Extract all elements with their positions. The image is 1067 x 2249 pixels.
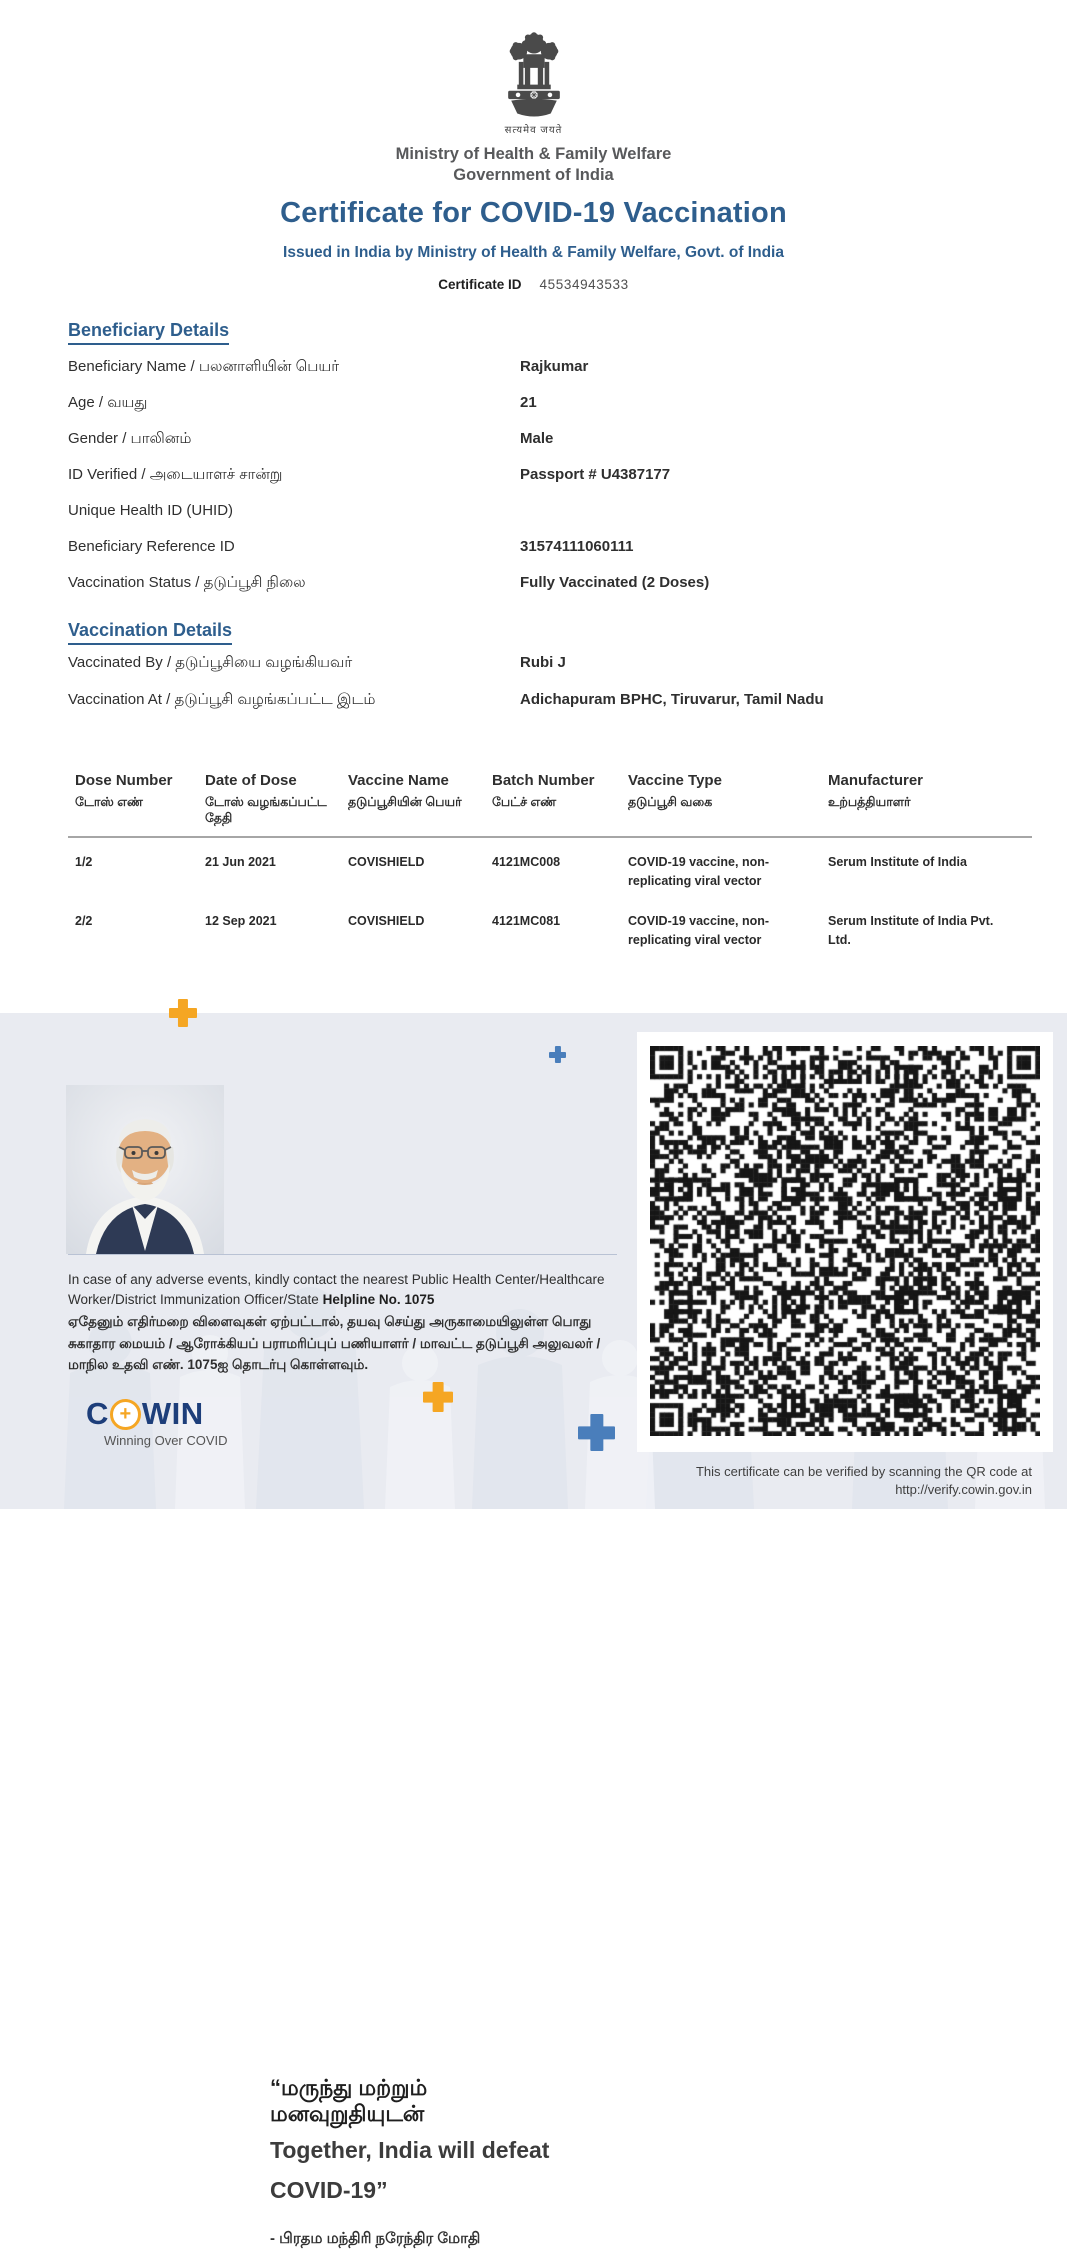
beneficiary-row [68, 430, 1032, 466]
advisory-english [68, 1270, 628, 1311]
cowin-logo-c: C [86, 1396, 109, 1431]
cell-date-of-dose: 21 Jun 2021 [205, 855, 276, 870]
beneficiary-row [68, 574, 1032, 610]
vaccination-details [68, 654, 1032, 728]
cell-dose-number: 2/2 [75, 914, 93, 929]
beneficiary-row [68, 358, 1032, 394]
ministry-name: Ministry of Health & Family Welfare [395, 145, 672, 163]
quote-tamil-line1: “மருந்து மற்றும் [270, 2075, 428, 2100]
beneficiary-field-label: Beneficiary Reference ID [68, 538, 235, 555]
dose-table-header [68, 772, 1032, 838]
certificate-subtitle: Issued in India by Ministry of Health & Family Welfare, Govt. of India [283, 244, 784, 261]
beneficiary-row [68, 466, 1032, 502]
cell-batch-number: 4121MC081 [492, 914, 561, 929]
government-name: Government of India [453, 166, 614, 184]
beneficiary-field-label: Vaccination Status / தடுப்பூசி நிலை [68, 574, 306, 591]
pm-portrait-photo [66, 1085, 224, 1254]
pm-quote [270, 2075, 640, 2249]
cell-date-of-dose: 12 Sep 2021 [205, 914, 277, 929]
section-title-vaccination: Vaccination Details [68, 620, 232, 645]
cell-dose-number: 1/2 [75, 855, 93, 870]
quote-english-line1: Together, India will defeat [270, 2136, 550, 2163]
beneficiary-field-value: Rajkumar [520, 358, 589, 375]
cell-manufacturer: Serum Institute of India Pvt. Ltd. [828, 914, 994, 947]
certificate-id-label: Certificate ID [438, 277, 522, 292]
beneficiary-field-value: 31574111060111 [520, 538, 634, 555]
certificate-title: Certificate for COVID-19 Vaccination [280, 197, 787, 229]
beneficiary-row [68, 394, 1032, 430]
beneficiary-row [68, 538, 1032, 574]
beneficiary-field-value: 21 [520, 394, 537, 411]
cowin-tagline: Winning Over COVID [104, 1433, 228, 1448]
vaccination-field-value: Adichapuram BPHC, Tiruvarur, Tamil Nadu [520, 691, 824, 708]
cell-vaccine-type: COVID-19 vaccine, non-replicating viral vector [628, 914, 770, 947]
column-header: Manufacturer உற்பத்தியாளர் [828, 772, 924, 809]
column-header: Date of Dose டோஸ் வழங்கப்பட்ட தேதி [205, 772, 327, 825]
vaccination-field-value: Rubi J [520, 654, 566, 671]
cell-batch-number: 4121MC008 [492, 855, 561, 870]
beneficiary-field-label: Gender / பாலினம் [68, 430, 192, 447]
quote-divider [68, 1254, 617, 1255]
vaccination-row [68, 691, 1032, 728]
column-header: Vaccine Type தடுப்பூசி வகை [628, 772, 722, 809]
column-header: Dose Number டோஸ் எண் [75, 772, 173, 809]
certificate-id-value: 45534943533 [539, 277, 629, 292]
dose-table [68, 772, 1032, 956]
plus-icon [578, 1414, 615, 1451]
beneficiary-field-value: Passport # U4387177 [520, 466, 671, 483]
india-emblem-icon [0, 28, 1067, 125]
cell-vaccine-name: COVISHIELD [348, 855, 425, 870]
cowin-plus-icon: + [110, 1399, 141, 1430]
qr-code-canvas [650, 1046, 1040, 1436]
plus-icon [169, 999, 197, 1027]
cowin-logo-win: WIN [141, 1396, 204, 1431]
emblem-motto: सत्यमेव जयते [504, 125, 563, 136]
section-title-beneficiary: Beneficiary Details [68, 320, 229, 345]
qr-caption-line2: http://verify.cowin.gov.in [895, 1482, 1032, 1498]
plus-icon [423, 1382, 453, 1412]
cowin-logo [86, 1396, 204, 1432]
beneficiary-field-label: ID Verified / அடையாளச் சான்று [68, 466, 283, 483]
qr-caption-line1: This certificate can be verified by scanning the QR code at [695, 1464, 1032, 1479]
quote-attribution: - பிரதம மந்திரி நரேந்திர மோதி [270, 2229, 481, 2247]
cell-vaccine-type: COVID-19 vaccine, non-replicating viral vector [628, 855, 770, 888]
beneficiary-field-label: Age / வயது [68, 394, 148, 411]
plus-icon [549, 1046, 566, 1063]
table-row [68, 853, 1032, 897]
certificate-id [0, 277, 1067, 292]
advisory-helpline-bold: Helpline No. 1075 [322, 1292, 435, 1308]
qr-caption [560, 1463, 1032, 1499]
beneficiary-details [68, 358, 1032, 610]
cell-manufacturer: Serum Institute of India [828, 855, 967, 870]
qr-code-panel [637, 1032, 1053, 1452]
beneficiary-field-label: Beneficiary Name / பலனாளியின் பெயர் [68, 358, 340, 375]
quote-english-line2: COVID-19” [270, 2176, 388, 2203]
vaccination-field-label: Vaccinated By / தடுப்பூசியை வழங்கியவர் [68, 654, 353, 671]
column-header: Vaccine Name தடுப்பூசியின் பெயர் [348, 772, 462, 809]
beneficiary-field-value: Fully Vaccinated (2 Doses) [520, 574, 710, 591]
advisory-english-text: In case of any adverse events, kindly contact the nearest Public Health Center/Healthcare Worker/District Immunization Officer/State [68, 1272, 605, 1308]
quote-tamil-line2: மனவுறுதியுடன் [270, 2101, 425, 2127]
vaccination-row [68, 654, 1032, 691]
cell-vaccine-name: COVISHIELD [348, 914, 425, 929]
beneficiary-field-value: Male [520, 430, 554, 447]
beneficiary-row [68, 502, 1032, 538]
vaccination-field-label: Vaccination At / தடுப்பூசி வழங்கப்பட்ட இடம் [68, 691, 376, 708]
table-row [68, 912, 1032, 956]
column-header: Batch Number பேட்ச் எண் [492, 772, 595, 809]
advisory-tamil: ஏதேனும் எதிர்மறை விளைவுகள் ஏற்பட்டால், தயவு செய்து அருகாமையிலுள்ள பொது சுகாதார மையம் / ஆரோக்கியப் பராமரிப்புப் பணியாளர் / மாவட்ட தடுப்பூசி அலுவலர் / மாநில உதவி எண். 1075ஐ தொடர்பு கொள்ளவும். [68, 1314, 601, 1373]
beneficiary-field-label: Unique Health ID (UHID) [68, 502, 234, 519]
